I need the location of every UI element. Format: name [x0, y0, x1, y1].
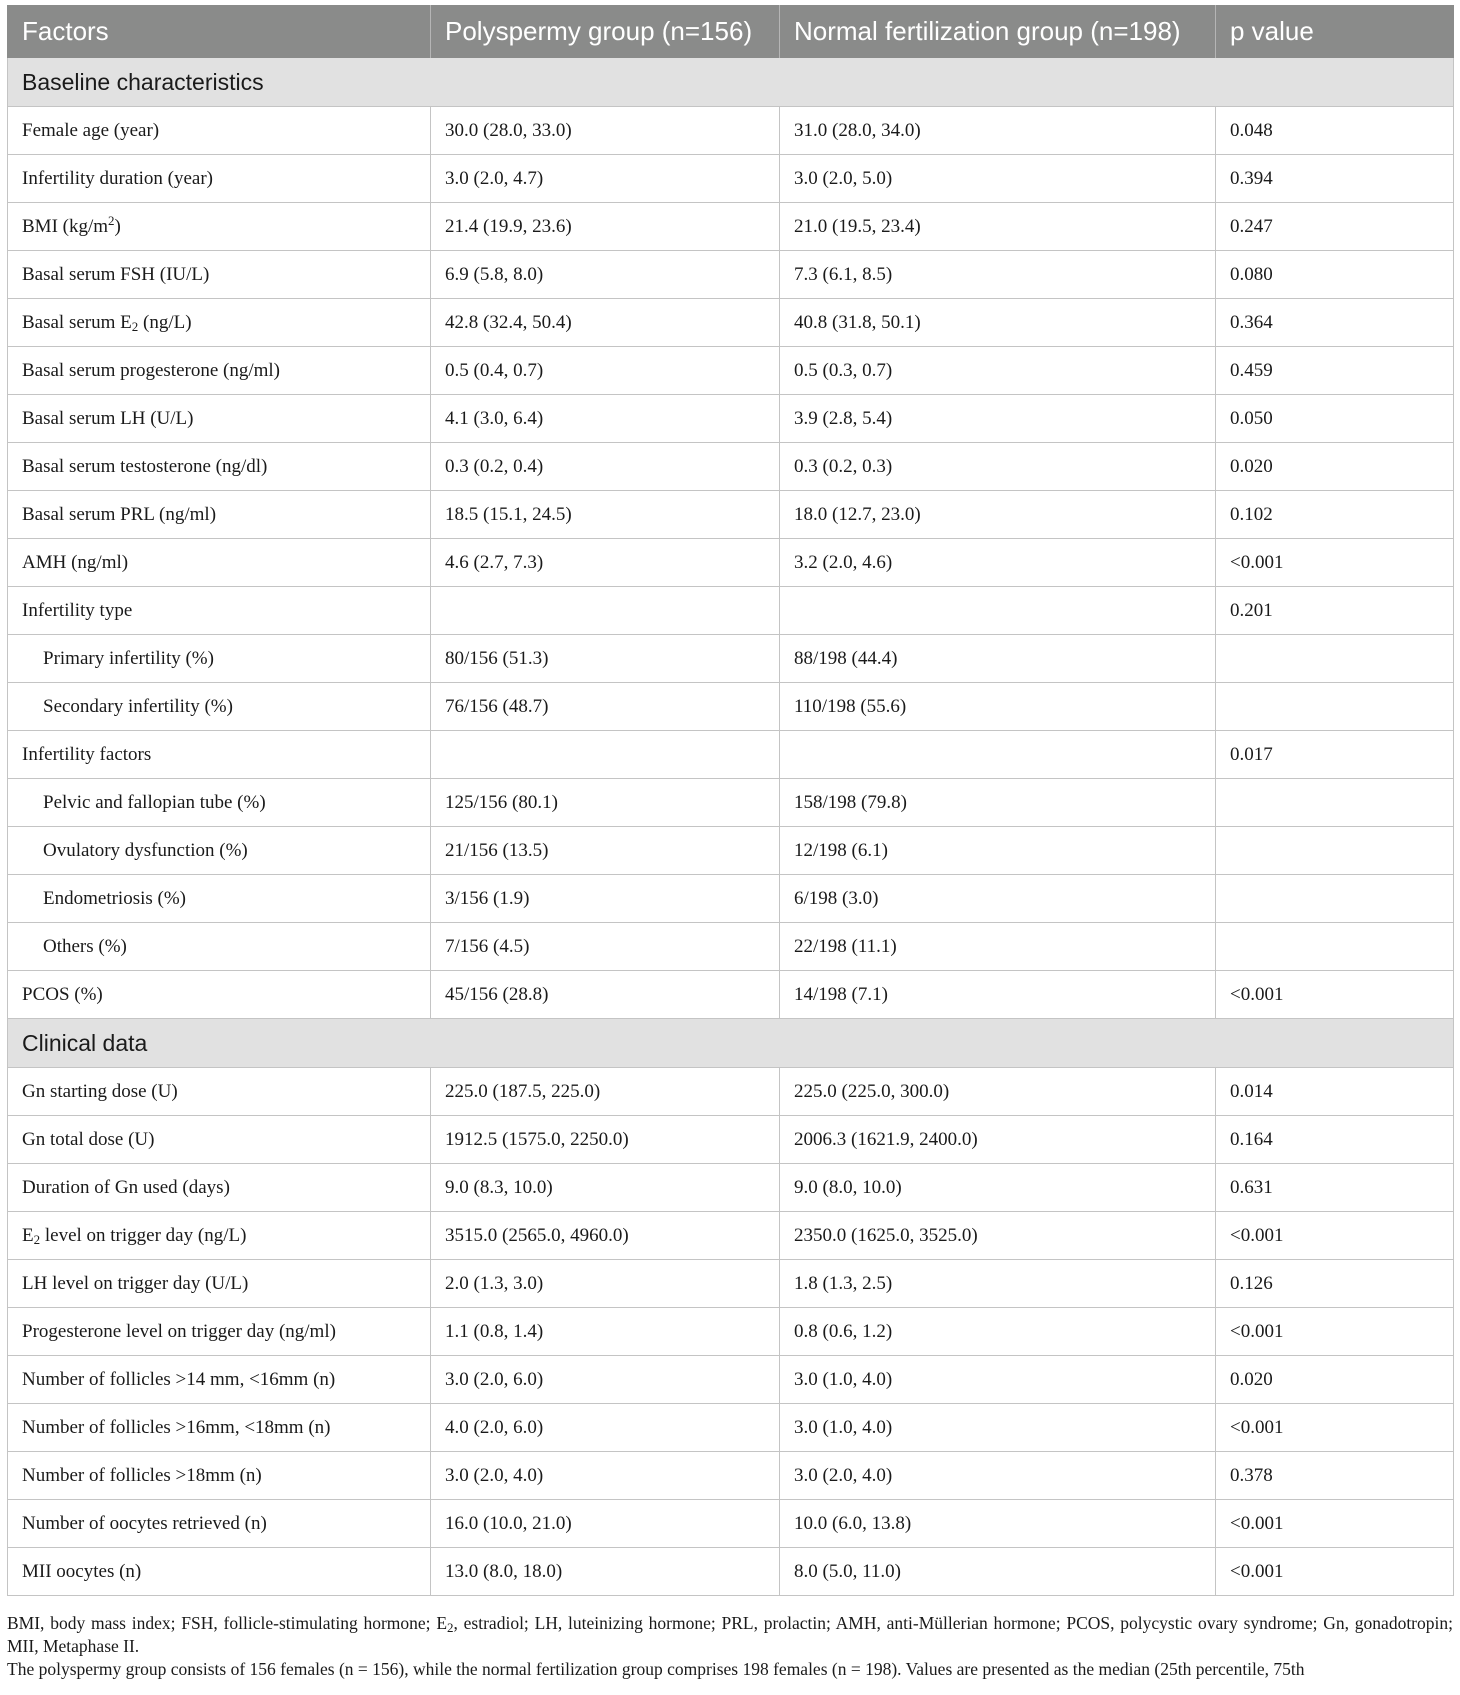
table-row — [8, 1404, 1454, 1452]
cell-polyspermy-value: 7/156 (4.5) — [431, 923, 780, 971]
cell-polyspermy-value: 3.0 (2.0, 6.0) — [431, 1356, 780, 1404]
factor-label: LH level on trigger day (U/L) — [22, 1272, 249, 1294]
cell-factor — [8, 1068, 431, 1116]
cell-p-value: 0.201 — [1216, 587, 1454, 635]
cell-factor — [8, 923, 431, 971]
cell-normal-value: 9.0 (8.0, 10.0) — [780, 1164, 1216, 1212]
cell-polyspermy-value: 18.5 (15.1, 24.5) — [431, 491, 780, 539]
cell-p-value: <0.001 — [1216, 1212, 1454, 1260]
cell-p-value — [1216, 875, 1454, 923]
cell-p-value — [1216, 683, 1454, 731]
cell-normal-value: 21.0 (19.5, 23.4) — [780, 203, 1216, 251]
cell-normal-value: 8.0 (5.0, 11.0) — [780, 1548, 1216, 1596]
cell-normal-value: 225.0 (225.0, 300.0) — [780, 1068, 1216, 1116]
table-row — [8, 299, 1454, 347]
cell-normal-value: 22/198 (11.1) — [780, 923, 1216, 971]
factor-label: Basal serum testosterone (ng/dl) — [22, 455, 268, 477]
cell-factor — [8, 1356, 431, 1404]
table-row — [8, 443, 1454, 491]
cell-p-value — [1216, 827, 1454, 875]
cell-polyspermy-value: 76/156 (48.7) — [431, 683, 780, 731]
baseline-clinical-table — [7, 5, 1454, 1596]
factor-label: BMI (kg/m — [22, 215, 109, 237]
table-row — [8, 875, 1454, 923]
cell-polyspermy-value — [431, 587, 780, 635]
cell-factor — [8, 1500, 431, 1548]
cell-factor — [8, 1452, 431, 1500]
cell-p-value: 0.164 — [1216, 1116, 1454, 1164]
cell-polyspermy-value: 30.0 (28.0, 33.0) — [431, 107, 780, 155]
cell-p-value — [1216, 923, 1454, 971]
cell-normal-value: 2350.0 (1625.0, 3525.0) — [780, 1212, 1216, 1260]
cell-factor — [8, 203, 431, 251]
table-row — [8, 971, 1454, 1019]
cell-p-value: 0.459 — [1216, 347, 1454, 395]
cell-p-value — [1216, 779, 1454, 827]
cell-polyspermy-value: 3.0 (2.0, 4.0) — [431, 1452, 780, 1500]
table-row — [8, 1548, 1454, 1596]
table-row — [8, 635, 1454, 683]
cell-polyspermy-value: 16.0 (10.0, 21.0) — [431, 1500, 780, 1548]
factor-label: Gn total dose (U) — [22, 1128, 155, 1150]
cell-normal-value: 3.0 (2.0, 4.0) — [780, 1452, 1216, 1500]
table-row — [8, 1260, 1454, 1308]
section-header-row — [8, 1019, 1454, 1068]
cell-p-value: <0.001 — [1216, 971, 1454, 1019]
table-row — [8, 731, 1454, 779]
cell-polyspermy-value: 1.1 (0.8, 1.4) — [431, 1308, 780, 1356]
cell-normal-value: 3.9 (2.8, 5.4) — [780, 395, 1216, 443]
table-footnote — [7, 1612, 1453, 1681]
factor-label: Number of follicles >14 mm, <16mm (n) — [22, 1368, 336, 1390]
cell-normal-value: 110/198 (55.6) — [780, 683, 1216, 731]
cell-factor — [8, 251, 431, 299]
cell-p-value: 0.020 — [1216, 1356, 1454, 1404]
factor-label: Others (%) — [43, 935, 127, 957]
footnote-note: The polyspermy group consists of 156 females (n = 156), while the normal fertilization group comprises 198 females (n = 198). Values are presented as the median (25th percentile, 75th — [7, 1659, 1305, 1679]
cell-normal-value: 1.8 (1.3, 2.5) — [780, 1260, 1216, 1308]
cell-normal-value: 12/198 (6.1) — [780, 827, 1216, 875]
factor-label: Basal serum progesterone (ng/ml) — [22, 359, 281, 381]
table-row — [8, 251, 1454, 299]
table-row — [8, 1212, 1454, 1260]
cell-normal-value: 10.0 (6.0, 13.8) — [780, 1500, 1216, 1548]
cell-polyspermy-value: 2.0 (1.3, 3.0) — [431, 1260, 780, 1308]
cell-normal-value: 14/198 (7.1) — [780, 971, 1216, 1019]
table-row — [8, 1308, 1454, 1356]
cell-p-value: 0.020 — [1216, 443, 1454, 491]
cell-factor — [8, 539, 431, 587]
section-header-row — [8, 58, 1454, 107]
factor-label: Infertility factors — [22, 743, 152, 765]
factor-label: PCOS (%) — [22, 983, 103, 1005]
factor-label: Number of oocytes retrieved (n) — [22, 1512, 267, 1534]
cell-polyspermy-value: 42.8 (32.4, 50.4) — [431, 299, 780, 347]
cell-p-value — [1216, 635, 1454, 683]
factor-label: Gn starting dose (U) — [22, 1080, 178, 1102]
cell-polyspermy-value: 21/156 (13.5) — [431, 827, 780, 875]
cell-factor — [8, 443, 431, 491]
cell-normal-value — [780, 587, 1216, 635]
table-row — [8, 491, 1454, 539]
factor-label: Basal serum FSH (IU/L) — [22, 263, 210, 285]
factor-label: Ovulatory dysfunction (%) — [43, 839, 248, 861]
cell-polyspermy-value: 0.3 (0.2, 0.4) — [431, 443, 780, 491]
cell-factor — [8, 779, 431, 827]
cell-p-value: <0.001 — [1216, 1308, 1454, 1356]
table-row — [8, 155, 1454, 203]
cell-polyspermy-value: 3.0 (2.0, 4.7) — [431, 155, 780, 203]
cell-polyspermy-value: 3515.0 (2565.0, 4960.0) — [431, 1212, 780, 1260]
cell-polyspermy-value: 0.5 (0.4, 0.7) — [431, 347, 780, 395]
cell-p-value: 0.364 — [1216, 299, 1454, 347]
factor-label-subscript: 2 — [131, 318, 139, 334]
cell-polyspermy-value: 6.9 (5.8, 8.0) — [431, 251, 780, 299]
cell-normal-value: 31.0 (28.0, 34.0) — [780, 107, 1216, 155]
table-row — [8, 587, 1454, 635]
cell-factor — [8, 1404, 431, 1452]
cell-p-value: 0.102 — [1216, 491, 1454, 539]
cell-p-value: 0.126 — [1216, 1260, 1454, 1308]
factor-label: Endometriosis (%) — [43, 887, 187, 909]
table-row — [8, 1116, 1454, 1164]
header-normal-fertilization-group: Normal fertilization group (n=198) — [780, 5, 1216, 58]
table-header-row — [8, 5, 1454, 58]
factor-label-suffix: (ng/L) — [138, 311, 192, 333]
factor-label: E — [22, 1224, 34, 1246]
cell-polyspermy-value: 125/156 (80.1) — [431, 779, 780, 827]
cell-factor — [8, 107, 431, 155]
cell-p-value: 0.014 — [1216, 1068, 1454, 1116]
cell-polyspermy-value: 80/156 (51.3) — [431, 635, 780, 683]
cell-polyspermy-value: 21.4 (19.9, 23.6) — [431, 203, 780, 251]
cell-normal-value: 7.3 (6.1, 8.5) — [780, 251, 1216, 299]
cell-factor — [8, 491, 431, 539]
factor-label: AMH (ng/ml) — [22, 551, 129, 573]
cell-factor — [8, 1260, 431, 1308]
cell-normal-value: 0.5 (0.3, 0.7) — [780, 347, 1216, 395]
cell-factor — [8, 587, 431, 635]
header-factors: Factors — [8, 5, 431, 58]
cell-polyspermy-value: 45/156 (28.8) — [431, 971, 780, 1019]
cell-normal-value: 3.0 (2.0, 5.0) — [780, 155, 1216, 203]
header-polyspermy-group: Polyspermy group (n=156) — [431, 5, 780, 58]
factor-label: Duration of Gn used (days) — [22, 1176, 230, 1198]
cell-p-value: <0.001 — [1216, 539, 1454, 587]
cell-normal-value: 88/198 (44.4) — [780, 635, 1216, 683]
cell-factor — [8, 1212, 431, 1260]
cell-polyspermy-value: 225.0 (187.5, 225.0) — [431, 1068, 780, 1116]
table-row — [8, 683, 1454, 731]
table-row — [8, 539, 1454, 587]
cell-factor — [8, 155, 431, 203]
cell-factor — [8, 1308, 431, 1356]
cell-polyspermy-value — [431, 731, 780, 779]
cell-polyspermy-value: 1912.5 (1575.0, 2250.0) — [431, 1116, 780, 1164]
cell-p-value: 0.394 — [1216, 155, 1454, 203]
table-row — [8, 1500, 1454, 1548]
cell-normal-value: 158/198 (79.8) — [780, 779, 1216, 827]
cell-p-value: 0.050 — [1216, 395, 1454, 443]
cell-factor — [8, 347, 431, 395]
cell-p-value: 0.631 — [1216, 1164, 1454, 1212]
factor-label: Basal serum PRL (ng/ml) — [22, 503, 217, 525]
cell-normal-value: 3.2 (2.0, 4.6) — [780, 539, 1216, 587]
cell-p-value: 0.378 — [1216, 1452, 1454, 1500]
factor-label: Female age (year) — [22, 119, 160, 141]
cell-polyspermy-value: 4.0 (2.0, 6.0) — [431, 1404, 780, 1452]
cell-polyspermy-value: 9.0 (8.3, 10.0) — [431, 1164, 780, 1212]
table-row — [8, 347, 1454, 395]
table-row — [8, 1452, 1454, 1500]
cell-factor — [8, 971, 431, 1019]
cell-normal-value: 0.3 (0.2, 0.3) — [780, 443, 1216, 491]
factor-label: Infertility type — [22, 599, 133, 621]
factor-label: Secondary infertility (%) — [43, 695, 233, 717]
cell-factor — [8, 395, 431, 443]
table-row — [8, 779, 1454, 827]
cell-p-value: 0.048 — [1216, 107, 1454, 155]
cell-factor — [8, 683, 431, 731]
cell-p-value: 0.247 — [1216, 203, 1454, 251]
cell-factor — [8, 731, 431, 779]
cell-polyspermy-value: 4.1 (3.0, 6.4) — [431, 395, 780, 443]
cell-normal-value: 6/198 (3.0) — [780, 875, 1216, 923]
cell-factor — [8, 299, 431, 347]
factor-label: Infertility duration (year) — [22, 167, 213, 189]
footnote-abbreviations: BMI, body mass index; FSH, follicle-stimulating hormone; $E_2$, estradiol; LH, luteinizing hormone; PRL, prolactin; AMH, anti-Müllerian hormone; PCOS, polycystic ovary syndrome; Gn, gonadotropin; MII, Metaphase II. — [7, 1613, 1453, 1656]
cell-p-value: <0.001 — [1216, 1404, 1454, 1452]
cell-factor — [8, 1164, 431, 1212]
factor-label-suffix: level on trigger day (ng/L) — [40, 1224, 247, 1246]
table-row — [8, 107, 1454, 155]
cell-p-value: <0.001 — [1216, 1500, 1454, 1548]
factor-label-subscript: 2 — [33, 1231, 41, 1247]
cell-p-value: 0.017 — [1216, 731, 1454, 779]
factor-label: Progesterone level on trigger day (ng/ml) — [22, 1320, 336, 1342]
table-body — [8, 58, 1454, 1596]
table-row — [8, 203, 1454, 251]
cell-polyspermy-value: 3/156 (1.9) — [431, 875, 780, 923]
cell-normal-value: 0.8 (0.6, 1.2) — [780, 1308, 1216, 1356]
table-row — [8, 923, 1454, 971]
factor-label: Pelvic and fallopian tube (%) — [43, 791, 266, 813]
cell-factor — [8, 1548, 431, 1596]
factor-label: Basal serum E — [22, 311, 132, 333]
cell-polyspermy-value: 4.6 (2.7, 7.3) — [431, 539, 780, 587]
cell-factor — [8, 827, 431, 875]
section-title: Baseline characteristics — [8, 58, 1454, 107]
cell-normal-value — [780, 731, 1216, 779]
cell-factor — [8, 635, 431, 683]
cell-p-value: 0.080 — [1216, 251, 1454, 299]
cell-normal-value: 3.0 (1.0, 4.0) — [780, 1404, 1216, 1452]
table-row — [8, 1068, 1454, 1116]
table-row — [8, 827, 1454, 875]
factor-label: Primary infertility (%) — [43, 647, 214, 669]
table-row — [8, 395, 1454, 443]
cell-normal-value: 40.8 (31.8, 50.1) — [780, 299, 1216, 347]
cell-normal-value: 2006.3 (1621.9, 2400.0) — [780, 1116, 1216, 1164]
cell-normal-value: 3.0 (1.0, 4.0) — [780, 1356, 1216, 1404]
factor-label-suffix: ) — [114, 215, 121, 237]
cell-p-value: <0.001 — [1216, 1548, 1454, 1596]
header-p-value: p value — [1216, 5, 1454, 58]
factor-label: MII oocytes (n) — [22, 1560, 142, 1582]
factor-label: Basal serum LH (U/L) — [22, 407, 194, 429]
factor-label: Number of follicles >18mm (n) — [22, 1464, 262, 1486]
cell-factor — [8, 1116, 431, 1164]
cell-normal-value: 18.0 (12.7, 23.0) — [780, 491, 1216, 539]
table-row — [8, 1164, 1454, 1212]
factor-label-superscript: 2 — [108, 212, 115, 228]
section-title: Clinical data — [8, 1019, 1454, 1068]
cell-factor — [8, 875, 431, 923]
table-row — [8, 1356, 1454, 1404]
cell-polyspermy-value: 13.0 (8.0, 18.0) — [431, 1548, 780, 1596]
factor-label: Number of follicles >16mm, <18mm (n) — [22, 1416, 331, 1438]
